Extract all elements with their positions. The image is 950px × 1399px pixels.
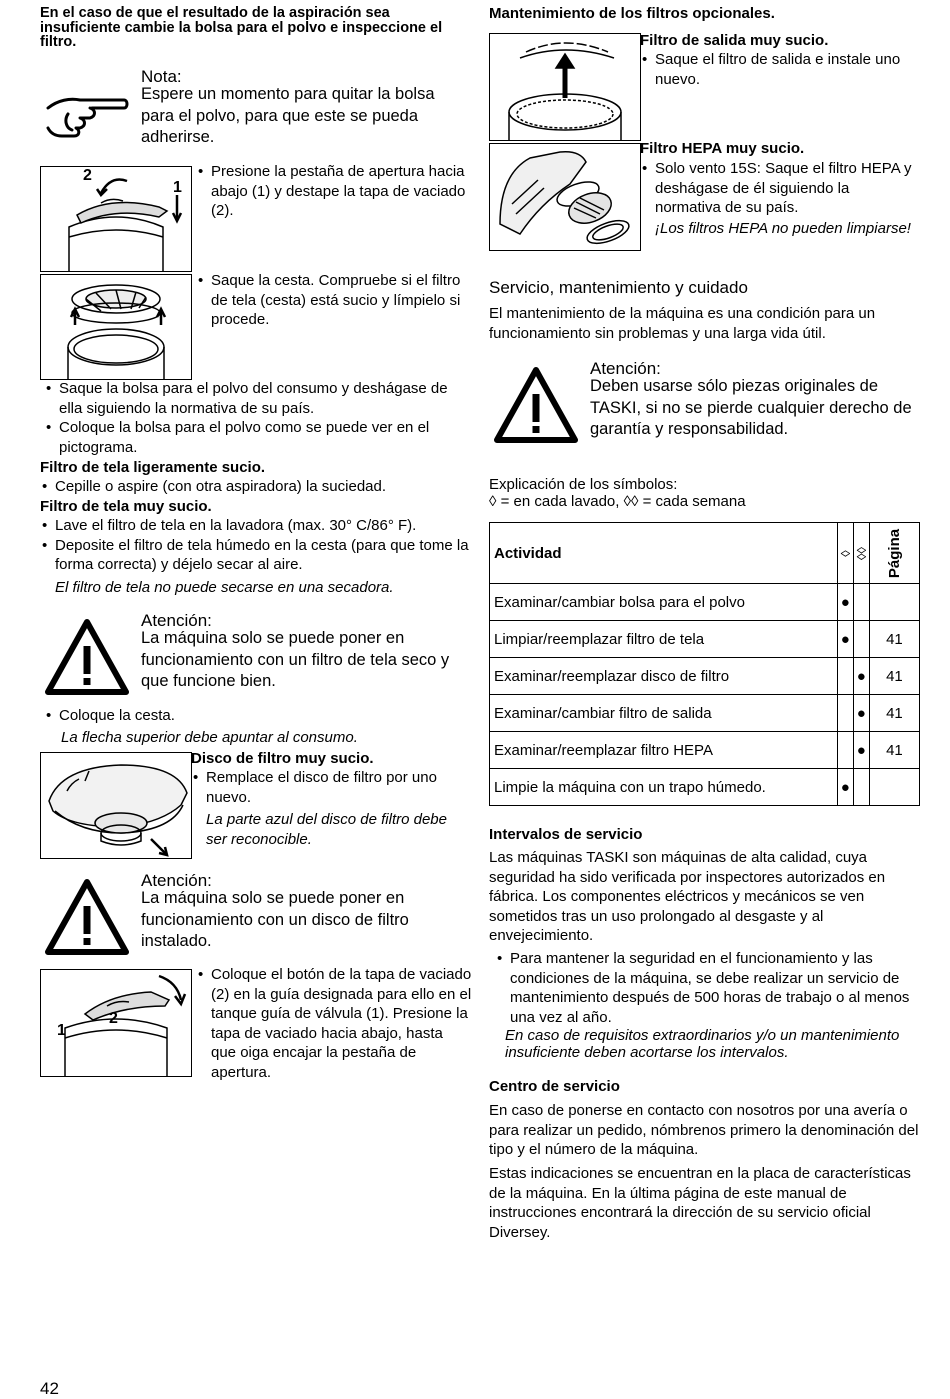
table-cell-page: 41 (869, 658, 919, 695)
table-cell-each-wash: ● (837, 584, 853, 621)
very-dirty-note: El filtro de tela no puede secarse en una secadora. (55, 579, 394, 596)
list-item: • Cepille o aspire (con otra aspiradora) la suciedad. (40, 477, 470, 497)
intervals-list (495, 949, 917, 1027)
service-center-text: En caso de ponerse en contacto con nosotros por una avería o para realizar un pedido, nómbrenos primero la denominación del tipo y el número de la máquina. (489, 1102, 919, 1158)
step-close-lid (196, 965, 472, 1082)
figure-basket (40, 274, 192, 380)
very-dirty-list (40, 516, 472, 575)
list-item: • Coloque el botón de la tapa de vaciado (2) en la guía designada para ello en el tanque guía de válvula (1). Presione la tapa de vaciado hacia abajo, hasta que oiga encajar la pestaña de apertura. (196, 965, 472, 1082)
pointing-hand-icon (44, 88, 130, 151)
table-row (490, 584, 920, 621)
list-item: • Coloque la bolsa para el polvo como se puede ver en el pictograma. (44, 418, 472, 457)
table-row (490, 658, 920, 695)
table-cell-each-wash: ● (837, 621, 853, 658)
table-cell-each-wash (837, 658, 853, 695)
list-item: • Saque la bolsa para el polvo del consumo y deshágase de ella siguiendo la normativa de su país. (44, 379, 472, 418)
list-item: • Lave el filtro de tela en la lavadora (max. 30° C/86° F). (40, 516, 472, 536)
outlet-list (640, 50, 920, 89)
very-dirty-heading: Filtro de tela muy sucio. (40, 498, 212, 515)
basket-list (44, 706, 464, 726)
column-header-each-wash: ◊ (837, 523, 853, 584)
table-cell-activity: Limpiar/reemplazar filtro de tela (490, 621, 838, 658)
step-open-lid (196, 162, 471, 221)
bag-list (44, 379, 472, 457)
intervals-note: En caso de requisitos extraordinarios y/o un mantenimiento insuficiente deben acortarse los intervalos. (505, 1027, 900, 1061)
list-item: • Deposite el filtro de tela húmedo en la cesta (para que tome la forma correcta) y déjelo secar al aire. (40, 536, 472, 575)
service-text: El mantenimiento de la máquina es una condición para un funcionamiento sin problemas y una larga vida útil. (489, 305, 876, 342)
slightly-dirty-list (40, 477, 470, 497)
list-item: • Saque el filtro de salida e instale uno nuevo. (640, 50, 920, 89)
figure-open-lid (40, 166, 192, 272)
hepa-heading: Filtro HEPA muy sucio. (640, 140, 805, 157)
warning-text: La máquina solo se puede poner en funcionamiento con un disco de filtro instalado. (141, 889, 409, 950)
figure-outlet-filter (489, 33, 641, 141)
table-cell-weekly: ● (853, 658, 869, 695)
service-heading: Servicio, mantenimiento y cuidado (489, 278, 748, 297)
warning-heading: Atención: (590, 359, 661, 378)
list-item: • Remplace el disco de filtro por uno nuevo. (191, 768, 471, 807)
figure-filter-disc (40, 752, 192, 859)
figure-hepa-filter (489, 143, 641, 251)
nota-text: Espere un momento para quitar la bolsa para el polvo, para que este se pueda adherirse. (141, 85, 435, 146)
table-row (490, 621, 920, 658)
figure-label-1: 1 (57, 1022, 66, 1039)
list-item: • Presione la pestaña de apertura hacia abajo (1) y destape la tapa de vaciado (2). (196, 162, 471, 221)
table-cell-page (869, 769, 919, 806)
hepa-list (640, 159, 918, 218)
maintenance-table (489, 522, 920, 806)
table-cell-each-wash (837, 695, 853, 732)
table-cell-activity: Examinar/reemplazar disco de filtro (490, 658, 838, 695)
table-cell-weekly (853, 769, 869, 806)
table-cell-each-wash (837, 732, 853, 769)
column-header-weekly: ◊◊ (853, 523, 869, 584)
table-cell-weekly: ● (853, 732, 869, 769)
table-row (490, 732, 920, 769)
symbols-line: ◊ = en cada lavado, ◊◊ = cada semana (489, 493, 746, 510)
warning-triangle-icon (493, 366, 579, 449)
filter-disc-list (191, 768, 471, 807)
filter-disc-note: La parte azul del disco de filtro debe ser reconocible. (206, 811, 447, 848)
table-cell-page (869, 584, 919, 621)
basket-note: La flecha superior debe apuntar al consumo. (61, 729, 358, 746)
table-row (490, 769, 920, 806)
column-header-page: Página (869, 523, 919, 584)
figure-label-1: 1 (173, 179, 182, 196)
optional-filters-heading: Mantenimiento de los filtros opcionales. (489, 5, 775, 22)
table-cell-activity: Examinar/cambiar bolsa para el polvo (490, 584, 838, 621)
list-item: • Para mantener la seguridad en el funcionamiento y las condiciones de la máquina, se debe realizar un servicio de mantenimiento después de 500 horas de trabajo o al menos una vez al año. (495, 949, 917, 1027)
table-cell-activity: Examinar/cambiar filtro de salida (490, 695, 838, 732)
table-cell-weekly: ● (853, 695, 869, 732)
list-item: • Saque la cesta. Compruebe si el filtro de tela (cesta) está sucio y límpielo si procede. (196, 271, 471, 330)
intervals-heading: Intervalos de servicio (489, 826, 643, 843)
table-cell-activity: Limpie la máquina con un trapo húmedo. (490, 769, 838, 806)
list-item: • Solo vento 15S: Saque el filtro HEPA y deshágase de él siguiendo la normativa de su país. (640, 159, 918, 218)
table-cell-weekly (853, 621, 869, 658)
intro-heading: En el caso de que el resultado de la aspiración sea insuficiente cambie la bolsa para el polvo e inspeccione el filtro. (40, 5, 443, 50)
list-item: • Coloque la cesta. (44, 706, 464, 726)
warning-text: La máquina solo se puede poner en funcionamiento con un filtro de tela seco y que funcione bien. (141, 629, 450, 690)
filter-disc-heading: Disco de filtro muy sucio. (191, 750, 374, 767)
table-cell-page: 41 (869, 695, 919, 732)
symbols-explanation (489, 476, 746, 510)
table-header-row (490, 523, 920, 584)
service-center-text: Estas indicaciones se encuentran en la placa de características de la máquina. En la última página de este manual de instrucciones encontrará la dirección de su servicio oficial Diversey. (489, 1165, 911, 1241)
warning-heading: Atención: (141, 871, 212, 890)
table-cell-page: 41 (869, 732, 919, 769)
step-remove-basket (196, 271, 471, 330)
table-cell-weekly (853, 584, 869, 621)
warning-text: Deben usarse sólo piezas originales de TASKI, si no se pierde cualquier derecho de garantía y responsabilidad. (590, 377, 912, 438)
warning-triangle-icon (44, 618, 130, 701)
figure-label-2: 2 (83, 167, 92, 184)
table-row (490, 695, 920, 732)
column-header-activity: Actividad (490, 523, 838, 584)
table-cell-each-wash: ● (837, 769, 853, 806)
table-cell-activity: Examinar/reemplazar filtro HEPA (490, 732, 838, 769)
figure-close-lid (40, 969, 192, 1077)
hepa-note: ¡Los filtros HEPA no pueden limpiarse! (655, 220, 911, 237)
page-number: 42 (40, 1379, 59, 1398)
outlet-heading: Filtro de salida muy sucio. (640, 32, 829, 49)
slightly-dirty-heading: Filtro de tela ligeramente sucio. (40, 459, 266, 476)
symbols-line: Explicación de los símbolos: (489, 476, 678, 493)
intervals-text: Las máquinas TASKI son máquinas de alta calidad, cuya seguridad ha sido verificada por inspectores autorizados en fábrica. Los componentes eléctricos y mecánicos se ven sometidos tras un uso prolongado al desgaste y al envejecimiento. (489, 849, 886, 944)
table-cell-page: 41 (869, 621, 919, 658)
figure-label-2: 2 (109, 1010, 118, 1027)
nota-heading: Nota: (141, 67, 182, 86)
service-center-heading: Centro de servicio (489, 1078, 620, 1095)
warning-triangle-icon (44, 878, 130, 961)
warning-heading: Atención: (141, 611, 212, 630)
